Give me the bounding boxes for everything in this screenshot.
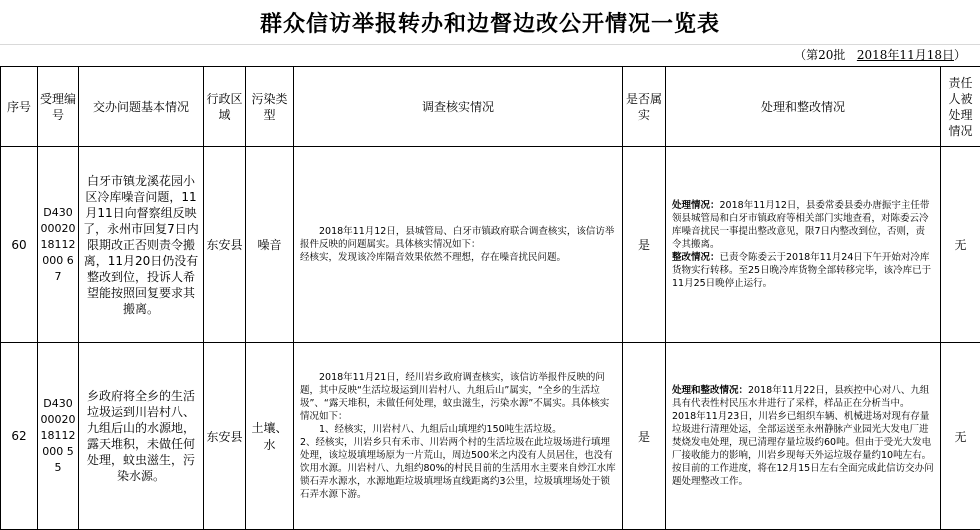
header-verified: 是否属实 bbox=[623, 67, 666, 147]
row-handling bbox=[666, 147, 941, 343]
rectification-label: 整改情况： bbox=[672, 252, 720, 263]
petition-table bbox=[0, 66, 980, 530]
header-pollution-type: 污染类型 bbox=[246, 67, 294, 147]
row-case-id: D4300002018112000 55 bbox=[38, 343, 79, 530]
handling-text: 2018年11月12日，县委常委县委办唐振宇主任带领县城管局和白牙市镇政府等相关部门实地查看，对陈委云冷库噪音扰民一事提出整改意见，限7日内整改到位，否则，责令其搬离。 bbox=[672, 200, 929, 250]
handling-label: 处理和整改情况： bbox=[672, 385, 748, 396]
row-region: 东安县 bbox=[204, 147, 246, 343]
table-row bbox=[1, 147, 980, 343]
header-case-id: 受理编号 bbox=[38, 67, 79, 147]
row-issue: 白牙市镇龙溪花园小区冷库噪音问题，11月11日向督察组反映了，永州市回复7日内限期改正否则责令搬离，11月20日仍没有整改到位，投诉人希望能按照回复要求其搬离。 bbox=[79, 147, 204, 343]
handling-text: 2018年11月22日，县疾控中心对八、九组具有代表性村民压水井进行了采样，样品正在分析当中。 bbox=[672, 385, 929, 409]
row-investigation bbox=[294, 147, 623, 343]
header-row bbox=[1, 67, 980, 147]
page-title: 群众信访举报转办和边督边改公开情况一览表 bbox=[0, 0, 980, 45]
batch-suffix: ） bbox=[954, 48, 966, 62]
investigation-text: 2018年11月12日，县城管局、白牙市镇政府联合调查核实，该信访举报件反映的问题属实。具体核实情况如下： 经核实，发现该冷库隔音效果依然不理想，存在噪音扰民问题。 bbox=[300, 225, 616, 264]
row-accountability: 无 bbox=[941, 343, 980, 530]
row-region: 东安县 bbox=[204, 343, 246, 530]
row-pollution-type: 土壤、水 bbox=[246, 343, 294, 530]
row-verified: 是 bbox=[623, 343, 666, 530]
header-investigation: 调查核实情况 bbox=[294, 67, 623, 147]
row-pollution-type: 噪音 bbox=[246, 147, 294, 343]
row-investigation bbox=[294, 343, 623, 530]
batch-info bbox=[794, 46, 966, 64]
row-handling bbox=[666, 343, 941, 530]
header-seq: 序号 bbox=[1, 67, 38, 147]
investigation-summary: 2018年11月21日，经川岩乡政府调查核实，该信访举报件反映的问题，其中反映“生活垃圾运到川岩村八、九组后山”属实，“全乡的生活垃圾”、“露天堆积，未做任何处理，蚊虫滋生，污染水源”不属实。具体核实情况如下： bbox=[300, 371, 616, 423]
batch-number: （第20批 bbox=[794, 48, 845, 62]
handling-label: 处理情况： bbox=[672, 200, 720, 211]
row-verified: 是 bbox=[623, 147, 666, 343]
header-region: 行政区域 bbox=[204, 67, 246, 147]
row-seq: 60 bbox=[1, 147, 38, 343]
batch-date: 2018年11月18日 bbox=[857, 48, 954, 62]
row-seq: 62 bbox=[1, 343, 38, 530]
investigation-item-1: 1、经核实，川岩村八、九组后山填埋约150吨生活垃圾。 bbox=[300, 423, 616, 436]
header-accountability: 责任人被处理情况 bbox=[941, 67, 980, 147]
header-issue: 交办问题基本情况 bbox=[79, 67, 204, 147]
investigation-item-2: 2、经核实，川岩乡只有禾市、川岩两个村的生活垃圾在此垃圾场进行填埋处理，该垃圾填埋场原为一片荒山，周边500米之内没有人员居住，也没有饮用水源。川岩村八、九组约80%的村民目前的生活用水主要来自炒江水库锁石弄水源水，水源地距垃圾填埋场直线距离约3公里，垃圾填埋场处于锁石弄水源下游。 bbox=[300, 436, 616, 501]
table-row bbox=[1, 343, 980, 530]
header-handling: 处理和整改情况 bbox=[666, 67, 941, 147]
row-issue: 乡政府将全乡的生活垃圾运到川岩村八、九组后山的水源地，露天堆积，未做任何处理，蚊虫滋生，污染水源。 bbox=[79, 343, 204, 530]
rectification-text: 已责令陈委云于2018年11月24日下午开始对冷库货物实行转移。至25日晚冷库货物全部转移完毕，该冷库已于11月25日晚停止运行。 bbox=[672, 252, 931, 289]
row-accountability: 无 bbox=[941, 147, 980, 343]
rectification-text: 2018年11月23日，川岩乡已组织车辆、机械进场对现有存量垃圾进行清理处运，全部运送至永州静脉产业园光大发电厂进焚烧发电处理，现已清理存量垃圾约60吨。但由于受光大发电厂接收能力的影响，川岩乡现每天外运垃圾存量约10吨左右。按目前的工作进度，将在12月15日左右全面完成此信访交办问题处理整改工作。 bbox=[672, 410, 934, 488]
row-case-id: D4300002018112000 67 bbox=[38, 147, 79, 343]
